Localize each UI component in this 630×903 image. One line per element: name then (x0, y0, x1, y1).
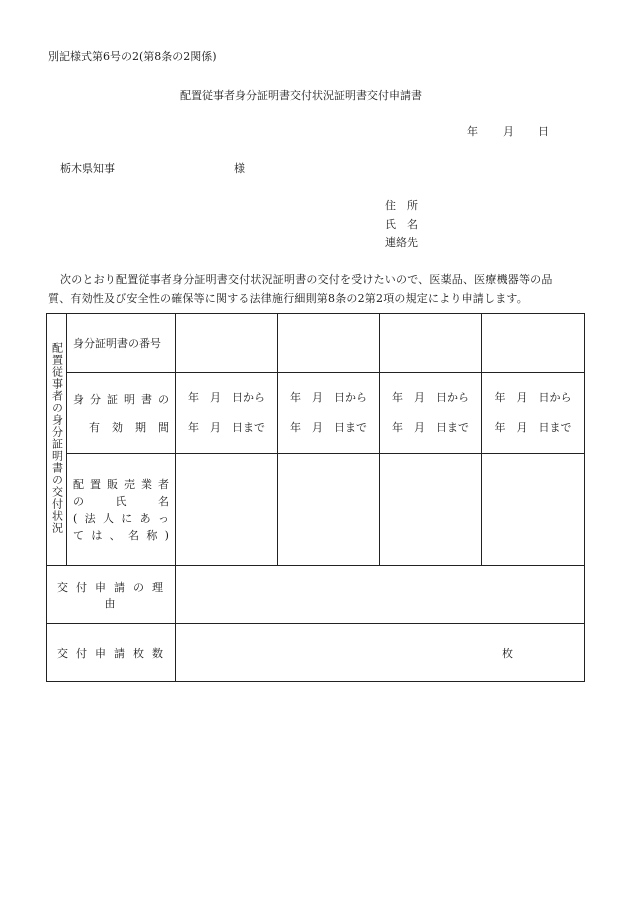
table-row (47, 566, 585, 624)
label-char: 効 (112, 421, 123, 434)
seller-name-cell-3[interactable] (380, 454, 482, 566)
period-from: 年 月 日から (290, 391, 367, 404)
side-label-cell (47, 314, 67, 566)
label-char: の (158, 393, 169, 406)
id-number-cell-1[interactable] (176, 314, 278, 373)
period-from: 年 月 日から (392, 391, 469, 404)
seller-label-line-1: 配 置 販 売 業 者 (73, 477, 169, 491)
seller-label (67, 476, 175, 544)
validity-period-cell-2[interactable] (278, 373, 380, 454)
date-day: 日 (538, 125, 549, 138)
seller-name-cell-1[interactable] (176, 454, 278, 566)
validity-period-cell-4[interactable] (482, 373, 585, 454)
sheets-label: 交付申請枚数 (47, 624, 176, 682)
sheets-input-cell[interactable] (176, 624, 585, 682)
seller-label-line-4: て は 、 名 称 ) (73, 528, 169, 542)
label-char: 間 (158, 421, 169, 434)
seller-name-cell-4[interactable] (482, 454, 585, 566)
table-row (47, 454, 585, 566)
seller-label-line-2: の 氏 名 (73, 494, 169, 508)
label-char: 分 (90, 393, 101, 406)
side-label: 配置従事者の身分証明書の交付状況 (50, 342, 64, 534)
validity-period-cell-3[interactable] (380, 373, 482, 454)
date-month: 月 (503, 125, 514, 138)
seller-label-line-3: ( 法 人 に あ っ (73, 511, 169, 525)
period-from: 年 月 日から (188, 391, 265, 404)
sheets-unit: 枚 (502, 647, 513, 660)
seller-name-cell-2[interactable] (278, 454, 380, 566)
form-reference: 別記様式第6号の2(第8条の2関係) (48, 50, 217, 63)
period-to: 年 月 日まで (290, 421, 367, 434)
seller-label-cell (67, 454, 176, 566)
reason-input-cell[interactable] (176, 566, 585, 624)
name-label: 氏 名 (385, 218, 418, 231)
label-char: 明 (124, 393, 135, 406)
document-title: 配置従事者身分証明書交付状況証明書交付申請書 (180, 89, 422, 102)
period-from: 年 月 日から (494, 391, 572, 404)
honorific: 様 (234, 162, 245, 175)
label-char: 身 (73, 393, 84, 406)
validity-period-cell-1[interactable] (176, 373, 278, 454)
label-char: 書 (141, 393, 152, 406)
id-number-cell-3[interactable] (380, 314, 482, 373)
body-text-line-2: 質、有効性及び安全性の確保等に関する法律施行細則第8条の2第2項の規定により申請します。 (48, 292, 528, 305)
validity-label-line-1 (67, 385, 175, 413)
period-to: 年 月 日まで (188, 421, 265, 434)
validity-label-line-2 (67, 413, 175, 441)
table-row (47, 624, 585, 682)
contact-label: 連絡先 (385, 236, 418, 249)
label-char: 証 (107, 393, 118, 406)
date-year: 年 (467, 125, 478, 138)
id-number-cell-2[interactable] (278, 314, 380, 373)
body-text-line-1: 次のとおり配置従事者身分証明書交付状況証明書の交付を受けたいので、医薬品、医療機器等の品 (60, 273, 553, 286)
table-row (47, 314, 585, 373)
label-char: 有 (89, 421, 100, 434)
label-char: 期 (135, 421, 146, 434)
validity-label-cell (67, 373, 176, 454)
id-number-label: 身分証明書の番号 (67, 314, 176, 373)
addressee: 栃木県知事 (60, 162, 115, 175)
issuance-status-table (46, 313, 585, 682)
id-number-cell-4[interactable] (482, 314, 585, 373)
reason-label: 交付申請の理由 (47, 566, 176, 624)
period-to: 年 月 日まで (494, 421, 572, 434)
period-to: 年 月 日まで (392, 421, 469, 434)
table-row (47, 373, 585, 454)
address-label: 住 所 (385, 199, 418, 212)
